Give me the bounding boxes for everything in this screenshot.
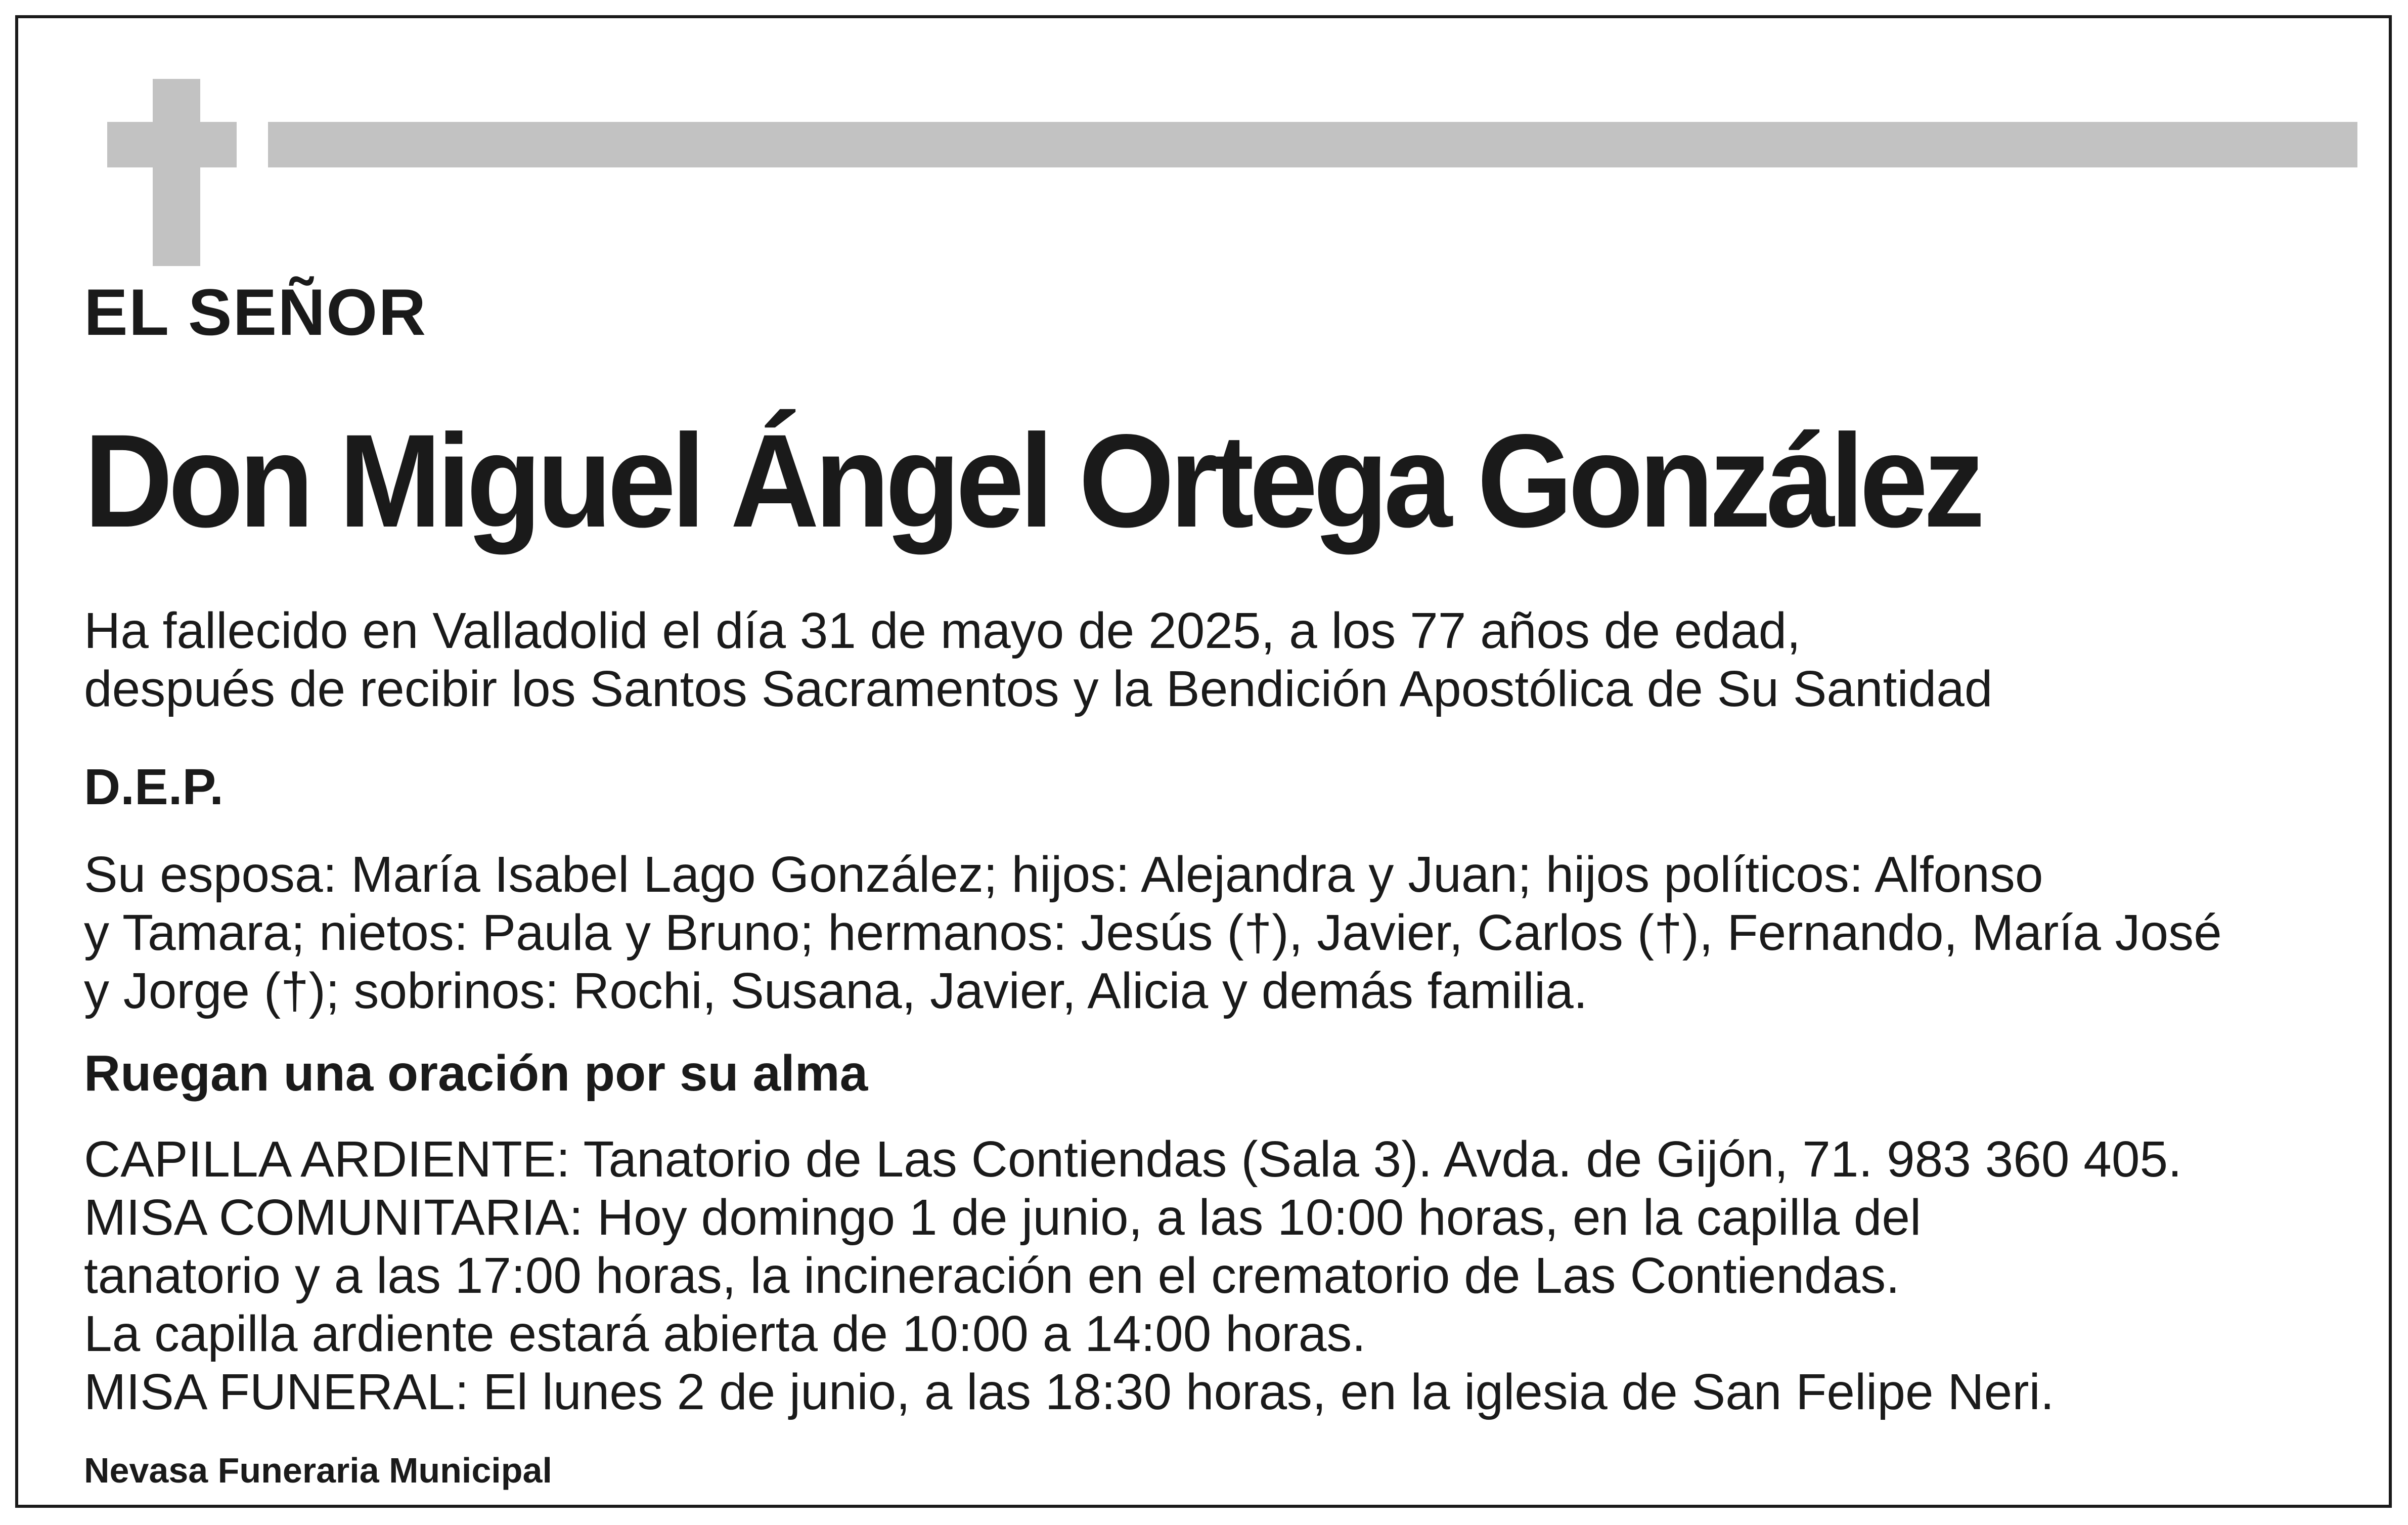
death-announcement	[84, 602, 1993, 718]
service-line: MISA FUNERAL: El lunes 2 de junio, a las 18:30 horas, en la iglesia de San Felipe Neri.	[84, 1364, 2055, 1420]
header-rule	[268, 122, 2357, 167]
death-line: después de recibir los Santos Sacramentos y la Bendición Apostólica de Su Santidad	[84, 661, 1993, 717]
service-line: MISA COMUNITARIA: Hoy domingo 1 de junio, a las 10:00 horas, en la capilla del	[84, 1189, 1922, 1246]
funeral-home-signature: Nevasa Funeraria Municipal	[84, 1451, 552, 1490]
cross-icon	[153, 79, 200, 266]
death-line: Ha fallecido en Valladolid el día 31 de mayo de 2025, a los 77 años de edad,	[84, 602, 1801, 659]
family-line: y Jorge (†); sobrinos: Rochi, Susana, Javier, Alicia y demás familia.	[84, 963, 1588, 1019]
cross-icon-arm	[107, 122, 237, 167]
service-line: La capilla ardiente estará abierta de 10:00 a 14:00 horas.	[84, 1305, 1366, 1362]
deceased-name: Don Miguel Ángel Ortega González	[84, 407, 1981, 555]
family-line: Su esposa: María Isabel Lago González; hijos: Alejandra y Juan; hijos políticos: Alfonso	[84, 846, 2043, 903]
prayer-request: Ruegan una oración por su alma	[84, 1045, 868, 1102]
service-details	[84, 1130, 2182, 1421]
family-list	[84, 846, 2222, 1020]
service-line: CAPILLA ARDIENTE: Tanatorio de Las Contiendas (Sala 3). Avda. de Gijón, 71. 983 360 405.	[84, 1131, 2182, 1188]
family-line: y Tamara; nietos: Paula y Bruno; hermanos: Jesús (†), Javier, Carlos (†), Fernando, María José	[84, 904, 2222, 961]
honorific: EL SEÑOR	[84, 275, 427, 349]
service-line: tanatorio y a las 17:00 horas, la incineración en el crematorio de Las Contiendas.	[84, 1247, 1900, 1304]
dep-abbreviation: D.E.P.	[84, 759, 224, 815]
